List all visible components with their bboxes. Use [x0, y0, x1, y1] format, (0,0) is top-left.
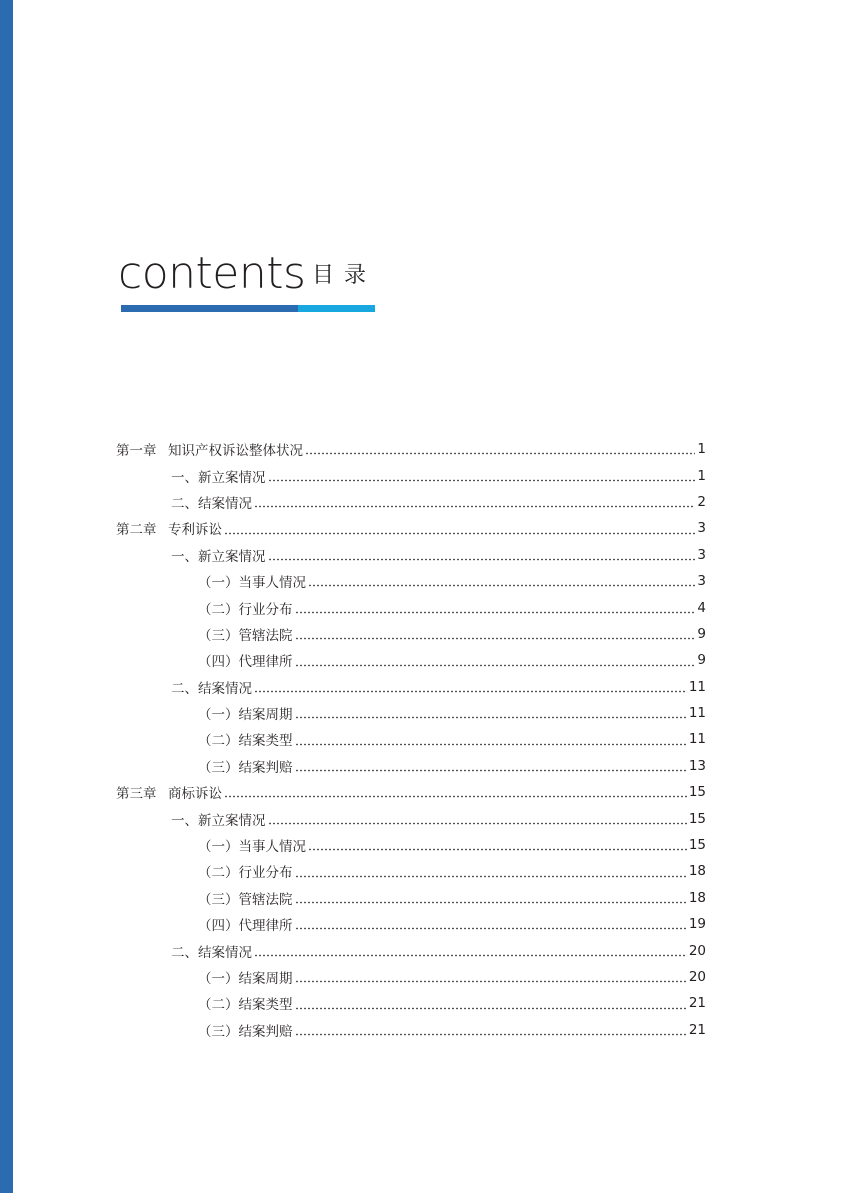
toc-entry-number: （三） — [198, 1023, 239, 1040]
toc-entry-number: （二） — [198, 997, 239, 1014]
toc-entry-title: 结案类型 — [238, 733, 293, 750]
toc-entry-page: 20 — [688, 969, 706, 985]
toc-dot-leader — [254, 945, 687, 957]
toc-entry-number: 一、 — [171, 469, 198, 486]
toc-entry[interactable] — [116, 832, 706, 858]
toc-entry-page: 9 — [697, 625, 706, 642]
toc-dot-leader — [295, 602, 696, 614]
toc-dot-leader — [254, 681, 687, 693]
toc-entry-title: 新立案情况 — [198, 469, 266, 486]
toc-entry-title: 知识产权诉讼整体状况 — [168, 443, 303, 460]
toc-dot-leader — [295, 998, 687, 1010]
toc-entry-number: （三） — [198, 891, 239, 908]
toc-entry-number: （四） — [198, 654, 239, 671]
toc-dot-leader — [295, 892, 687, 904]
toc-entry[interactable] — [116, 911, 706, 937]
toc-entry-number: （一） — [198, 575, 239, 592]
toc-dot-leader — [268, 549, 696, 561]
table-of-contents — [116, 436, 706, 1043]
toc-dot-leader — [295, 760, 687, 772]
toc-entry-title: 当事人情况 — [238, 575, 306, 592]
toc-entry-page: 15 — [688, 784, 706, 801]
toc-entry[interactable] — [116, 489, 706, 515]
toc-entry-title: 专利诉讼 — [168, 522, 222, 539]
toc-entry-page: 21 — [688, 995, 706, 1012]
toc-entry[interactable] — [116, 436, 706, 462]
toc-entry-page: 13 — [688, 757, 706, 774]
toc-entry[interactable] — [116, 621, 706, 647]
toc-dot-leader — [224, 523, 695, 535]
toc-entry-number: 一、 — [171, 812, 198, 829]
toc-entry[interactable] — [116, 542, 706, 568]
toc-entry-title: 新立案情况 — [198, 548, 266, 565]
toc-entry-title: 结案类型 — [238, 997, 293, 1014]
toc-entry-title: 新立案情况 — [198, 812, 266, 829]
toc-dot-leader — [295, 971, 687, 983]
header-underline — [121, 305, 372, 312]
toc-entry[interactable] — [116, 779, 706, 805]
toc-entry[interactable] — [116, 515, 706, 541]
toc-entry[interactable] — [116, 990, 706, 1016]
toc-entry-title: 结案情况 — [198, 495, 252, 512]
toc-entry-number: （二） — [198, 601, 239, 618]
toc-entry[interactable] — [116, 753, 706, 779]
toc-entry-title: 结案情况 — [198, 680, 252, 697]
toc-entry-page: 18 — [688, 889, 706, 906]
toc-entry[interactable] — [116, 462, 706, 488]
toc-entry[interactable] — [116, 700, 706, 726]
toc-entry[interactable] — [116, 594, 706, 620]
toc-entry-number: （三） — [198, 627, 239, 644]
toc-entry-number: 第一章 — [116, 443, 157, 460]
toc-entry-page: 3 — [697, 546, 706, 563]
toc-dot-leader — [224, 786, 687, 798]
toc-entry-number: （一） — [198, 971, 239, 987]
toc-entry-number: （四） — [198, 918, 239, 935]
toc-entry[interactable] — [116, 964, 706, 990]
toc-entry[interactable] — [116, 885, 706, 911]
toc-dot-leader — [308, 575, 695, 587]
toc-entry-number: （二） — [198, 865, 239, 882]
toc-dot-leader — [295, 655, 696, 667]
toc-entry[interactable] — [116, 858, 706, 884]
toc-entry[interactable] — [116, 568, 706, 594]
toc-entry-number: 一、 — [171, 548, 198, 565]
toc-entry-title: 行业分布 — [238, 865, 293, 882]
toc-entry[interactable] — [116, 805, 706, 831]
toc-entry-page: 3 — [697, 520, 706, 537]
toc-dot-leader — [305, 443, 695, 455]
toc-dot-leader — [254, 496, 695, 508]
toc-entry[interactable] — [116, 1017, 706, 1043]
toc-entry-page: 11 — [688, 705, 706, 722]
toc-entry-page: 9 — [697, 652, 706, 669]
toc-entry-title: 代理律所 — [238, 918, 293, 935]
toc-entry-number: （一） — [198, 839, 239, 856]
toc-dot-leader — [295, 918, 687, 930]
toc-entry-title: 当事人情况 — [238, 839, 306, 856]
toc-entry-number: （一） — [198, 707, 239, 724]
toc-entry-page: 15 — [688, 810, 706, 827]
toc-entry[interactable] — [116, 647, 706, 673]
toc-entry-number: 二、 — [171, 680, 198, 697]
toc-entry-title: 代理律所 — [238, 654, 293, 671]
toc-entry-page: 19 — [688, 916, 706, 933]
toc-entry-page: 11 — [688, 731, 706, 748]
toc-entry-page: 21 — [688, 1021, 706, 1038]
toc-entry-page: 18 — [688, 863, 706, 880]
toc-entry-title: 结案判赔 — [238, 1023, 293, 1040]
toc-dot-leader — [308, 839, 687, 851]
toc-entry-title: 结案周期 — [238, 707, 293, 724]
toc-entry[interactable] — [116, 726, 706, 752]
toc-dot-leader — [268, 813, 687, 825]
toc-entry-page: 15 — [688, 837, 706, 854]
toc-entry-page: 20 — [688, 942, 706, 959]
toc-entry-number: 二、 — [171, 495, 198, 512]
toc-entry-page: 2 — [697, 493, 706, 510]
toc-entry-number: 二、 — [171, 944, 198, 961]
toc-dot-leader — [295, 866, 687, 878]
toc-entry-page: 1 — [697, 441, 706, 458]
toc-entry-number: 第二章 — [116, 522, 157, 539]
toc-entry-number: 第三章 — [116, 786, 157, 803]
toc-entry-page: 3 — [697, 573, 706, 590]
toc-dot-leader — [268, 470, 696, 482]
toc-entry-title: 结案判赔 — [238, 759, 293, 776]
header-underline-accent — [298, 305, 375, 312]
toc-entry-title: 行业分布 — [238, 601, 293, 618]
toc-entry-title: 结案情况 — [198, 944, 252, 961]
side-accent-bar — [0, 0, 13, 1193]
header-title-en: contents — [118, 248, 306, 299]
toc-entry-number: （三） — [198, 759, 239, 776]
toc-entry-page: 4 — [697, 599, 706, 616]
toc-entry-title: 管辖法院 — [238, 627, 293, 644]
toc-entry-page: 1 — [697, 467, 706, 484]
toc-entry-title: 商标诉讼 — [168, 786, 222, 803]
toc-entry[interactable] — [116, 937, 706, 963]
toc-entry-title: 结案周期 — [238, 971, 293, 987]
toc-dot-leader — [295, 734, 687, 746]
toc-entry-number: （二） — [198, 733, 239, 750]
header-title-cn: 目录 — [312, 263, 377, 288]
toc-entry-page: 11 — [688, 678, 706, 695]
toc-dot-leader — [295, 628, 696, 640]
toc-dot-leader — [295, 1024, 687, 1036]
toc-entry[interactable] — [116, 674, 706, 700]
toc-entry-title: 管辖法院 — [238, 891, 293, 908]
toc-dot-leader — [295, 707, 687, 719]
